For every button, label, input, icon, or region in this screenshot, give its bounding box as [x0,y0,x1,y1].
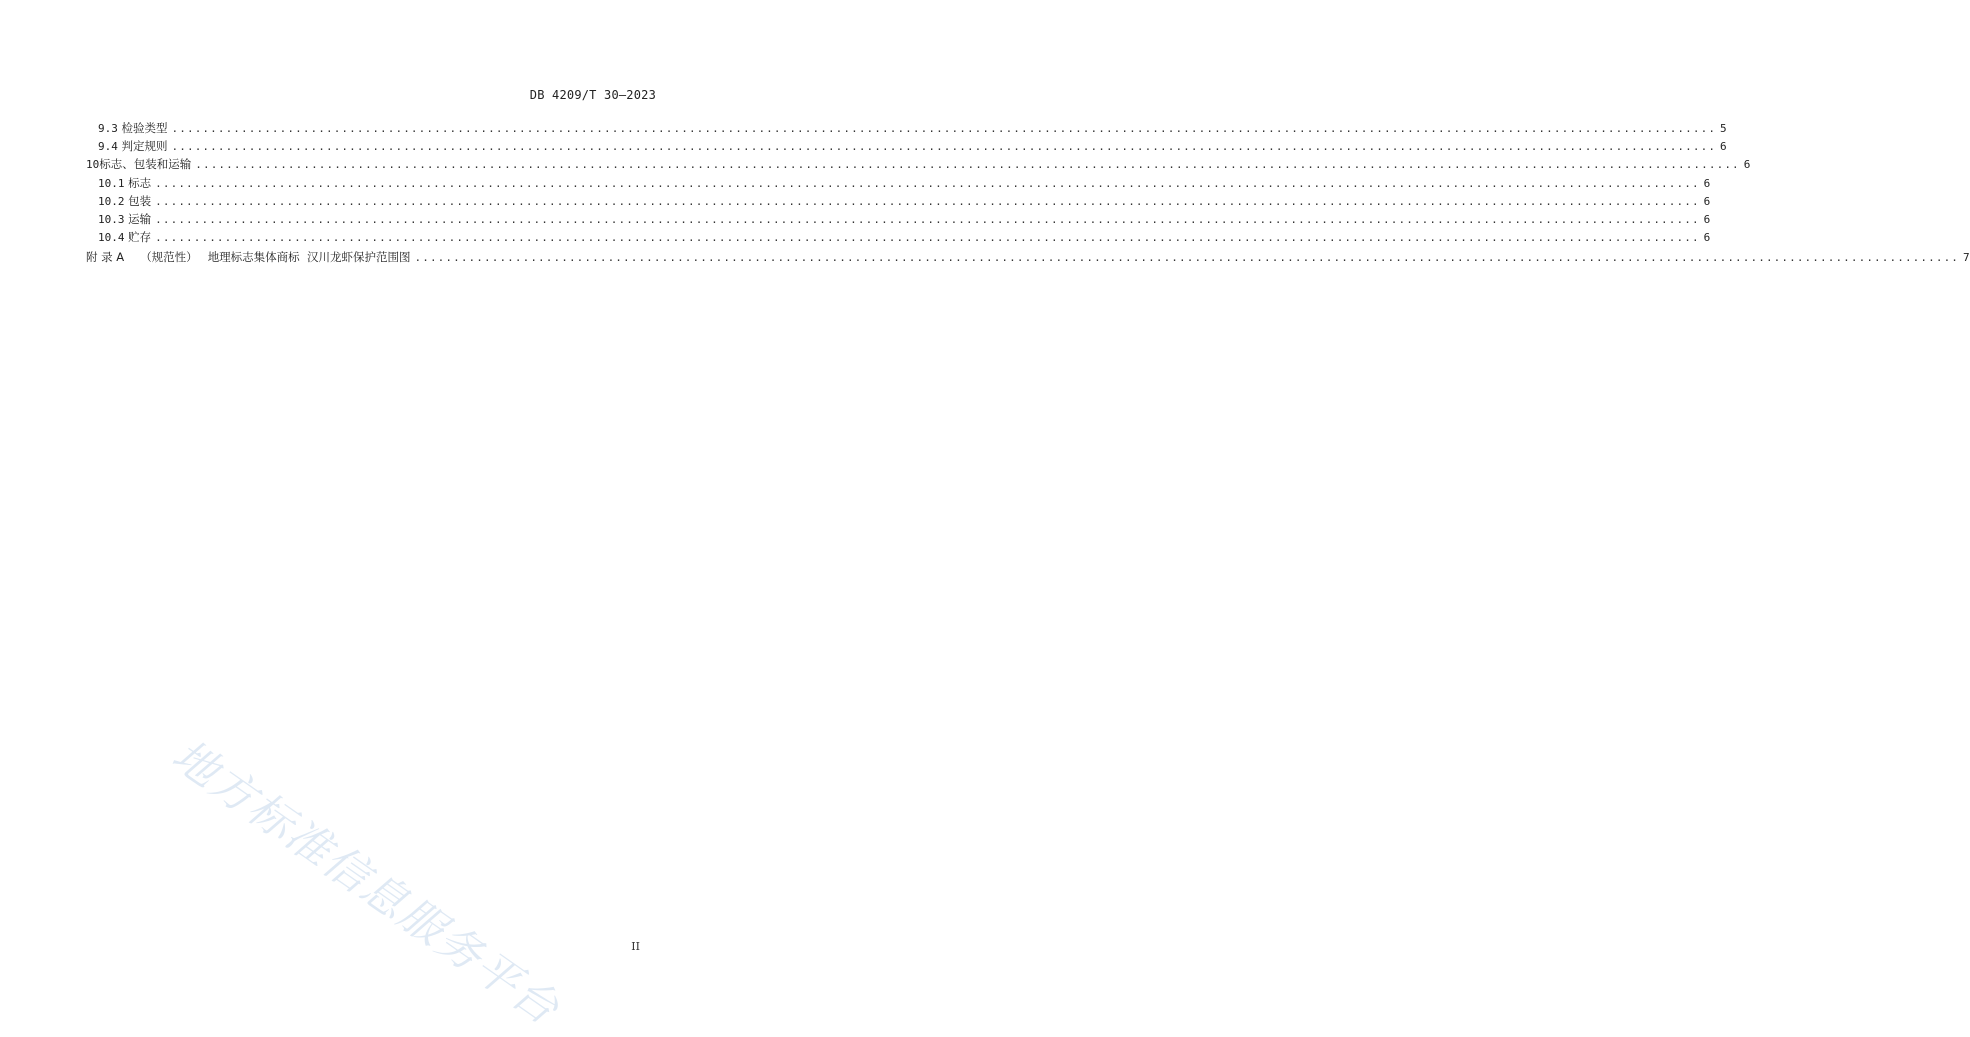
toc-leader-dots: ........................................................................................................................................................................................................ [414,251,1960,265]
toc-entry-title [98,192,151,211]
toc-entry-page: 6 [1703,212,1711,226]
toc-leader-dots: ........................................................................................................................................................................................................ [171,122,1717,135]
toc-entry[interactable] [86,192,1711,210]
toc-leader-dots: ........................................................................................................................................................................................................ [155,176,1700,190]
toc-entry-number: 9.3 [98,122,118,135]
toc-entry-number: 10 [86,158,100,172]
toc-entry[interactable] [86,174,1711,192]
toc-entry-text: 包装 [128,193,152,208]
toc-entry-text: 标志、包装和运输 [99,157,192,172]
page-number: II [631,940,640,953]
toc-entry-title [98,210,151,229]
toc-entry-text: 贮存 [128,230,152,245]
toc-entry-text: 标志 [128,175,152,190]
toc-leader-dots: ........................................................................................................................................................................................................ [155,194,1700,208]
toc-entry-page: 6 [1703,176,1711,190]
toc-entry-number: 10.3 [98,212,125,226]
toc-entry[interactable] [86,137,1727,155]
toc-entry-title [98,174,151,193]
document-code: DB 4209/T 30—2023 [529,88,656,102]
toc-entry-page: 6 [1720,140,1727,154]
toc-entry-page: 7 [1963,251,1970,265]
toc-entry[interactable] [86,155,1751,173]
appendix-title: 地理标志集体商标 汉川龙虾保护范围图 [207,250,411,265]
appendix-type: （规范性） [140,250,198,265]
toc-entry-page: 6 [1703,231,1711,245]
toc-entry-page: 6 [1743,158,1751,172]
toc-leader-dots: ........................................................................................................................................................................................................ [195,158,1740,172]
toc-entry-appendix[interactable] [86,248,1970,266]
appendix-prefix: 附 录 A [86,250,125,265]
toc-entry-number: 10.1 [98,176,125,190]
toc-entry-text: 检验类型 [121,121,168,135]
toc-leader-dots: ........................................................................................................................................................................................................ [155,231,1700,245]
toc-entry-page: 6 [1703,194,1711,208]
toc-leader-dots: ........................................................................................................................................................................................................ [155,212,1700,226]
toc-entry-text: 判定规则 [121,139,168,154]
toc-entry-title [86,248,411,266]
toc-entry-title [98,119,168,138]
toc-entry-number: 10.4 [98,231,125,245]
toc-entry-number: 10.2 [98,194,125,208]
toc-entry-title [86,155,191,174]
toc-leader-dots: ........................................................................................................................................................................................................ [171,140,1717,154]
toc-entry-title [98,228,151,247]
toc-entry[interactable] [86,119,1727,137]
toc-entry-number: 9.4 [98,140,118,154]
toc-entry[interactable] [86,228,1711,246]
toc-entry-title [98,137,168,156]
table-of-contents [86,119,1970,267]
toc-entry-text: 运输 [128,211,152,226]
watermark-text: 地方标准信息服务平台 [162,729,569,1036]
toc-entry-page: 5 [1720,122,1727,135]
toc-entry[interactable] [86,210,1711,228]
